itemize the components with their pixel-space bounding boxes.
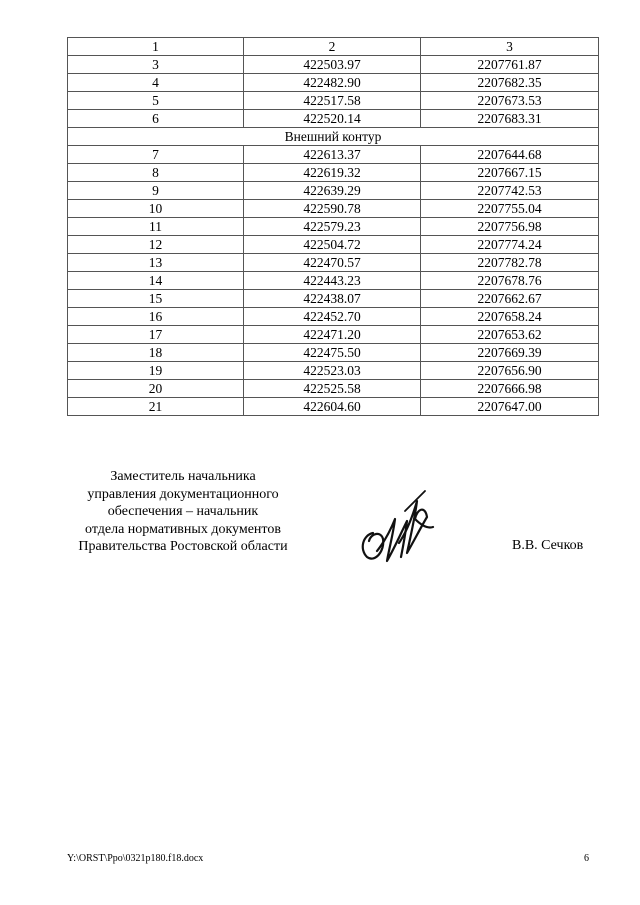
coordinates-table [67, 37, 599, 416]
cell-point-number: 16 [68, 308, 244, 326]
cell-x-coordinate: 422613.37 [244, 146, 421, 164]
cell-x-coordinate: 422523.03 [244, 362, 421, 380]
header-cell-point: 1 [68, 38, 244, 56]
section-row [68, 128, 599, 146]
cell-point-number: 17 [68, 326, 244, 344]
table-row [68, 236, 599, 254]
table-header-row [68, 38, 599, 56]
cell-y-coordinate: 2207774.24 [421, 236, 599, 254]
cell-x-coordinate: 422452.70 [244, 308, 421, 326]
cell-x-coordinate: 422475.50 [244, 344, 421, 362]
table-row [68, 380, 599, 398]
table-row [68, 290, 599, 308]
table-row [68, 344, 599, 362]
table-row [68, 272, 599, 290]
cell-point-number: 14 [68, 272, 244, 290]
section-label: Внешний контур [68, 128, 599, 146]
table-row [68, 182, 599, 200]
table-row [68, 218, 599, 236]
cell-x-coordinate: 422619.32 [244, 164, 421, 182]
cell-x-coordinate: 422639.29 [244, 182, 421, 200]
cell-x-coordinate: 422504.72 [244, 236, 421, 254]
cell-point-number: 6 [68, 110, 244, 128]
table-row [68, 362, 599, 380]
cell-x-coordinate: 422520.14 [244, 110, 421, 128]
table-row [68, 308, 599, 326]
cell-x-coordinate: 422443.23 [244, 272, 421, 290]
cell-point-number: 20 [68, 380, 244, 398]
signatory-title-line: Правительства Ростовской области [78, 539, 288, 554]
cell-y-coordinate: 2207782.78 [421, 254, 599, 272]
signatory-title-line: Заместитель начальника [110, 469, 256, 484]
cell-point-number: 8 [68, 164, 244, 182]
cell-y-coordinate: 2207756.98 [421, 218, 599, 236]
cell-point-number: 12 [68, 236, 244, 254]
cell-x-coordinate: 422517.58 [244, 92, 421, 110]
cell-y-coordinate: 2207742.53 [421, 182, 599, 200]
table-row [68, 92, 599, 110]
cell-x-coordinate: 422579.23 [244, 218, 421, 236]
cell-point-number: 21 [68, 398, 244, 416]
header-cell-y: 3 [421, 38, 599, 56]
cell-y-coordinate: 2207678.76 [421, 272, 599, 290]
cell-y-coordinate: 2207662.67 [421, 290, 599, 308]
cell-point-number: 19 [68, 362, 244, 380]
cell-x-coordinate: 422482.90 [244, 74, 421, 92]
table-row [68, 146, 599, 164]
table-row [68, 164, 599, 182]
table-row [68, 110, 599, 128]
cell-y-coordinate: 2207683.31 [421, 110, 599, 128]
header-cell-x: 2 [244, 38, 421, 56]
cell-point-number: 9 [68, 182, 244, 200]
cell-x-coordinate: 422590.78 [244, 200, 421, 218]
cell-point-number: 7 [68, 146, 244, 164]
cell-point-number: 4 [68, 74, 244, 92]
cell-point-number: 3 [68, 56, 244, 74]
cell-y-coordinate: 2207653.62 [421, 326, 599, 344]
cell-y-coordinate: 2207644.68 [421, 146, 599, 164]
cell-y-coordinate: 2207669.39 [421, 344, 599, 362]
cell-point-number: 18 [68, 344, 244, 362]
cell-point-number: 10 [68, 200, 244, 218]
cell-x-coordinate: 422471.20 [244, 326, 421, 344]
cell-y-coordinate: 2207667.15 [421, 164, 599, 182]
footer-file-path: Y:\ORST\Ppo\0321p180.f18.docx [67, 853, 204, 864]
cell-y-coordinate: 2207755.04 [421, 200, 599, 218]
cell-y-coordinate: 2207666.98 [421, 380, 599, 398]
cell-y-coordinate: 2207658.24 [421, 308, 599, 326]
cell-point-number: 5 [68, 92, 244, 110]
table-row [68, 200, 599, 218]
table-row [68, 74, 599, 92]
table-row [68, 326, 599, 344]
cell-y-coordinate: 2207656.90 [421, 362, 599, 380]
cell-point-number: 11 [68, 218, 244, 236]
signer-name: В.В. Сечков [512, 538, 584, 553]
cell-point-number: 13 [68, 254, 244, 272]
cell-y-coordinate: 2207682.35 [421, 74, 599, 92]
table-row [68, 254, 599, 272]
signatory-title-line: отдела нормативных документов [85, 521, 281, 537]
cell-y-coordinate: 2207647.00 [421, 398, 599, 416]
cell-point-number: 15 [68, 290, 244, 308]
table-row [68, 398, 599, 416]
cell-x-coordinate: 422604.60 [244, 398, 421, 416]
signatory-title-line: управления документационного [87, 486, 279, 502]
signatory-title-block [67, 468, 299, 556]
cell-x-coordinate: 422525.58 [244, 380, 421, 398]
cell-x-coordinate: 422503.97 [244, 56, 421, 74]
cell-y-coordinate: 2207761.87 [421, 56, 599, 74]
cell-x-coordinate: 422438.07 [244, 290, 421, 308]
signatory-title-line: обеспечения – начальник [107, 504, 259, 519]
handwritten-signature-icon [355, 483, 440, 568]
coordinates-table-body [68, 38, 599, 416]
cell-y-coordinate: 2207673.53 [421, 92, 599, 110]
cell-x-coordinate: 422470.57 [244, 254, 421, 272]
footer-page-number: 6 [584, 853, 589, 864]
table-row [68, 56, 599, 74]
